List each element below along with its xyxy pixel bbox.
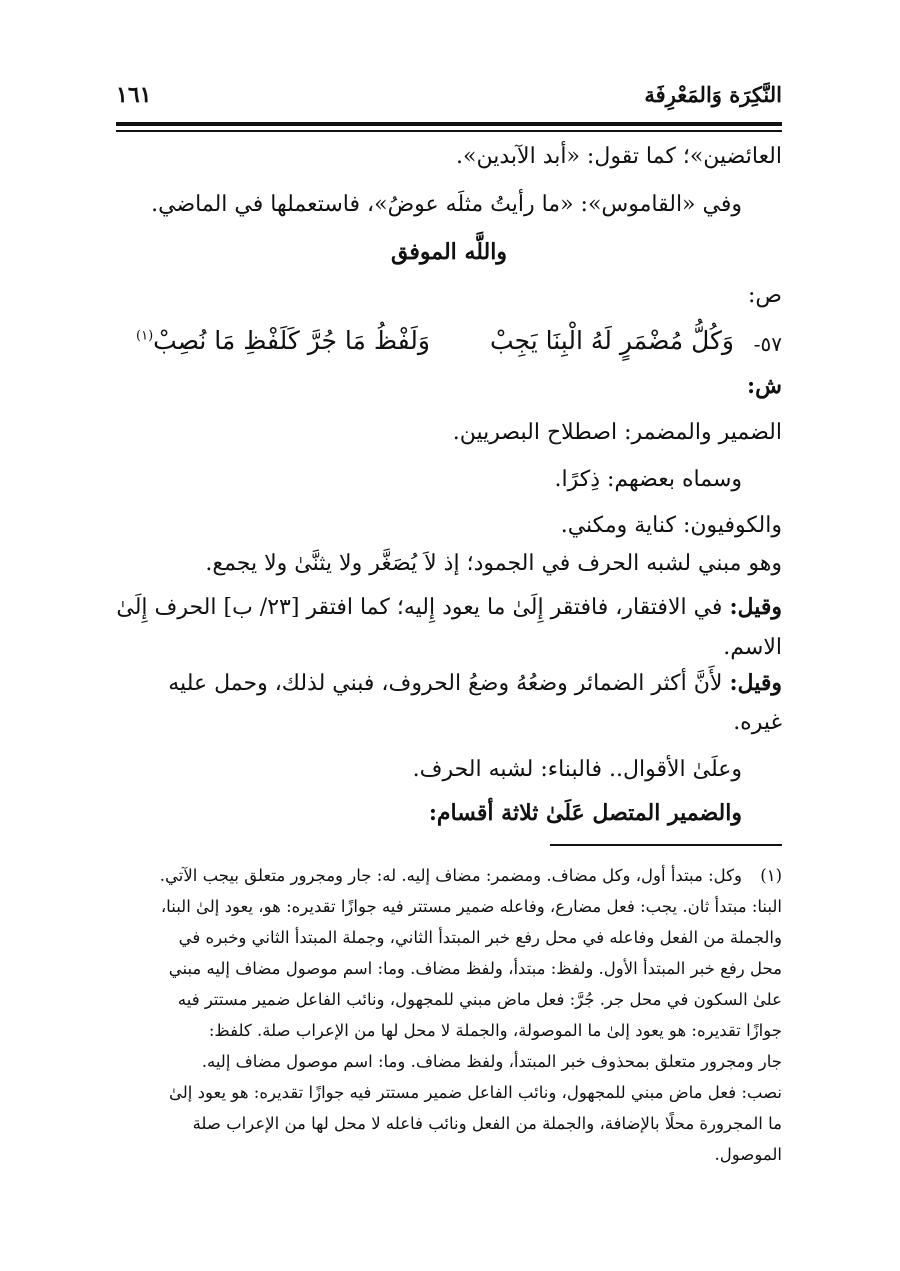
footnote-line: محل رفع خبر المبتدأ الأول. ولفظ: مبتدأ، ولفظ مضاف. وما: اسم موصول مضاف إليه مبني (168, 959, 782, 978)
footnote-line: والجملة من الفعل وفاعله في محل رفع خبر المبتدأ الثاني، وجملة المبتدأ الثاني وخبره في (178, 928, 782, 947)
header-rule-thick (116, 122, 782, 126)
verse-hemistich-2-group (136, 326, 430, 355)
page-header (116, 82, 782, 122)
body-line-2: وفي «القاموس»: «ما رأيتُ مثلَه عوضُ»، فاستعملها في الماضي. (151, 192, 742, 217)
paragraph-6-text: لأَنَّ أكثر الضمائر وضعُهُ وضعُ الحروف، فبني لذلك، وحمل عليه (168, 671, 730, 696)
shin-label: ش: (747, 373, 782, 399)
paragraph-6-lead: وقيل: (729, 670, 782, 696)
paragraph-2: وسماه بعضهم: ذِكرًا. (554, 467, 742, 492)
body-line-1: العائضين»؛ كما تقول: «أبد الآبدين». (456, 144, 782, 169)
header-rule-thin (116, 130, 782, 132)
footnote-line: علىٰ السكون في محل جر. جُرَّ: فعل ماض مبني للمجهول، ونائب الفاعل ضمير مستتر فيه (177, 990, 782, 1009)
paragraph-5-lead: وقيل: (729, 594, 782, 620)
footnote-line: نصب: فعل ماض مبني للمجهول، ونائب الفاعل ضمير مستتر فيه جوازًا تقديره: هو يعود إلىٰ (169, 1083, 782, 1102)
sad-label: ص: (747, 283, 782, 308)
footnote-line: جار ومجرور متعلق بمحذوف خبر المبتدأ، ولفظ مضاف. وما: اسم موصول مضاف إليه. (201, 1052, 782, 1071)
paragraph-5-continuation: الاسم. (723, 635, 782, 660)
paragraph-1: الضمير والمضمر: اصطلاح البصريين. (452, 420, 782, 445)
paragraph-6-continuation: غيره. (733, 710, 782, 735)
verse-hemistich-2: وَلَفْظُ مَا جُرَّ كَلَفْظِ مَا نُصِبْ (153, 326, 430, 355)
paragraph-3: والكوفيون: كناية ومكني. (560, 513, 782, 538)
paragraph-8-heading: والضمير المتصل عَلَىٰ ثلاثة أقسام: (428, 800, 742, 826)
paragraph-4: وهو مبني لشبه الحرف في الجمود؛ إذ لاَ يُصَغَّر ولا يثنَّىٰ ولا يجمع. (205, 551, 782, 576)
page-number: ١٦١ (116, 82, 152, 108)
footnote-reference-mark: (١) (136, 328, 154, 344)
footnote-number: (١) (760, 866, 782, 885)
paragraph-5-text: في الافتقار، فافتقر إِلَىٰ ما يعود إِليه؛ كما افتقر [٢٣/ ب] الحرف إِلَىٰ (116, 595, 730, 620)
running-title: النَّكِرَة وَالمَعْرِفَة (644, 82, 782, 107)
verse-number: ٥٧- (753, 332, 782, 356)
footnote-line: ما المجرورة محلًا بالإضافة، والجملة من الفعل ونائب فاعله لا محل لها من الإعراب صلة (192, 1114, 782, 1133)
verse-line (118, 326, 782, 366)
footnote-line: الموصول. (714, 1145, 782, 1164)
footnote-line: البنا: مبتدأ ثان. يجب: فعل مضارع، وفاعله ضمير مستتر فيه جوازًا تقديره: هو، يعود إلىٰ البنا، (160, 897, 782, 916)
verse-hemistich-1: وَكُلُّ مُضْمَرٍ لَهُ الْبِنَا يَجِبْ (490, 326, 734, 355)
paragraph-5 (116, 594, 782, 621)
footnote-line: جوازًا تقديره: هو يعود إلىٰ ما الموصولة، والجملة لا محل لها من الإعراب صلة. كلفظ: (208, 1021, 782, 1040)
footnote-line: وكل: مبتدأ أول، وكل مضاف. ومضمر: مضاف إليه. له: جار ومجرور متعلق بيجب الآتي. (159, 866, 742, 885)
closing-phrase: واللَّه الموفق (391, 239, 507, 265)
footnote-separator (550, 844, 782, 846)
paragraph-7: وعلَىٰ الأقوال.. فالبناء: لشبه الحرف. (412, 757, 742, 782)
paragraph-6 (168, 670, 782, 697)
